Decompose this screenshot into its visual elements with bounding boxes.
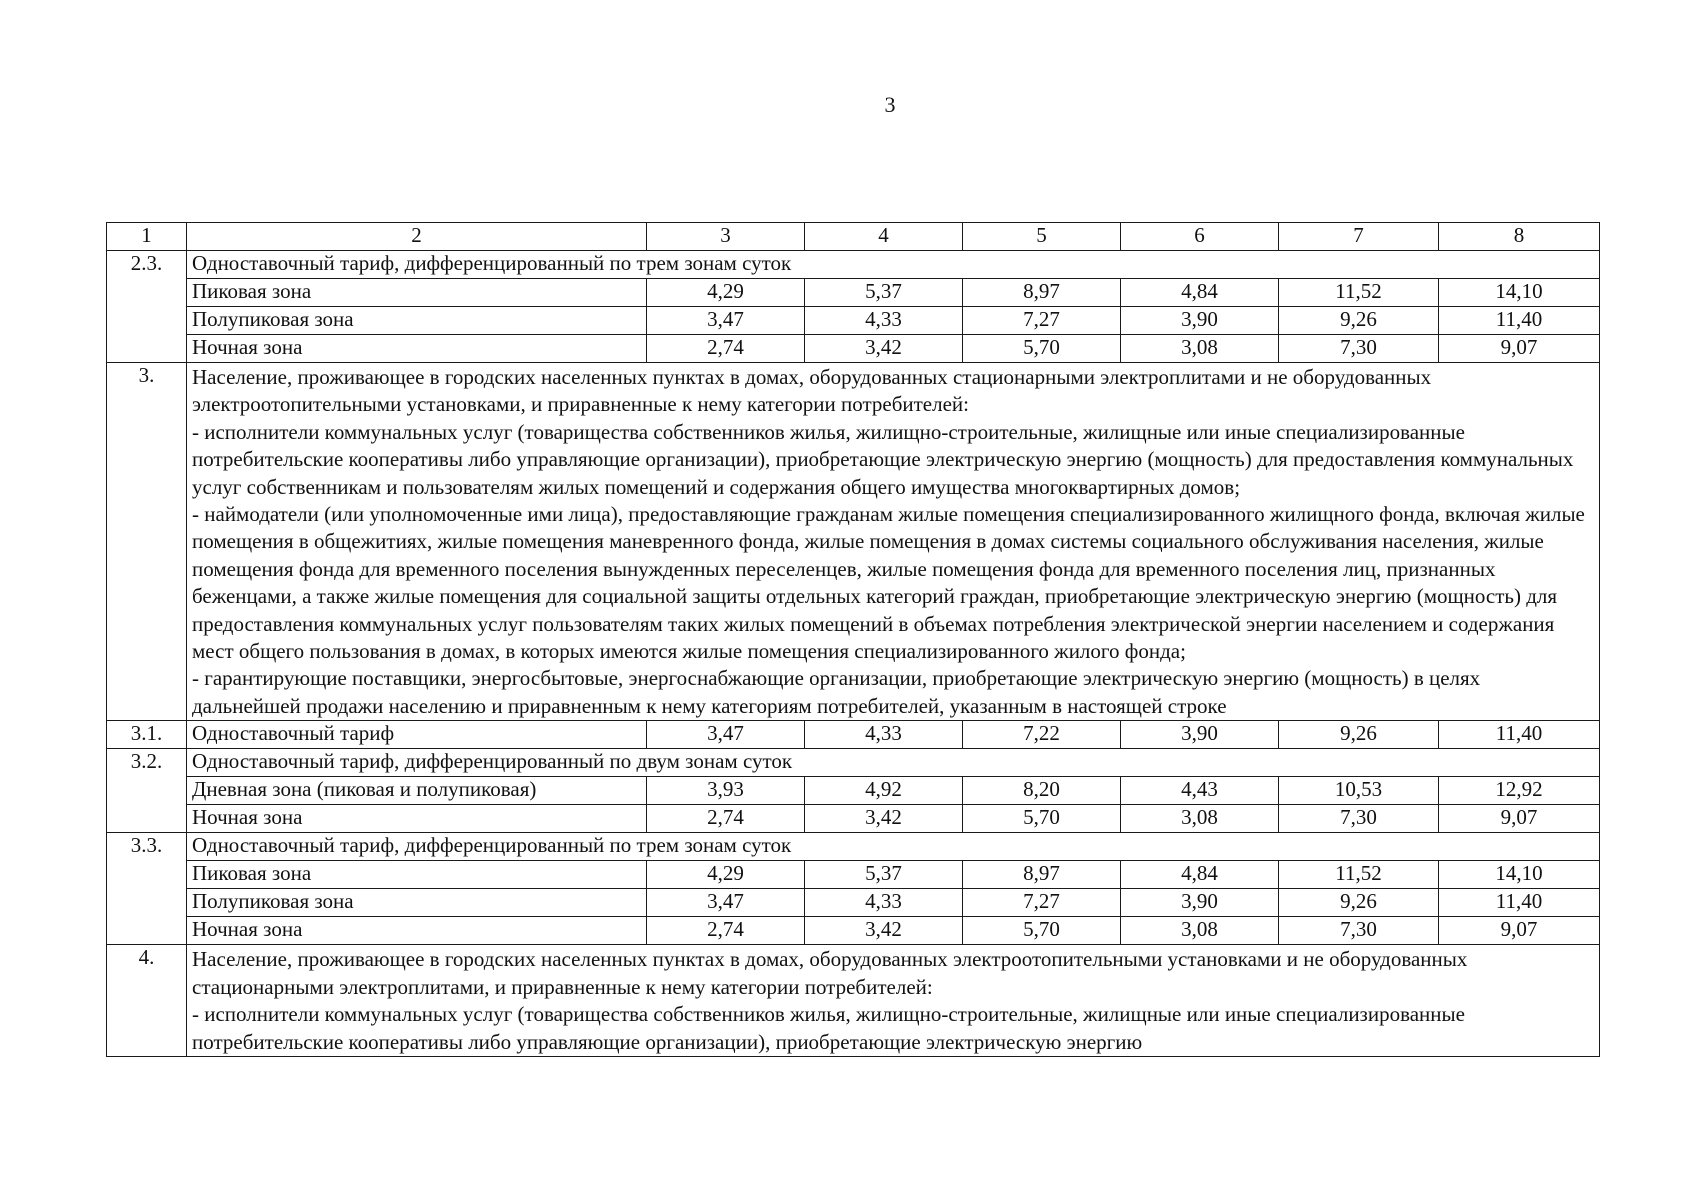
tariff-value: 10,53 bbox=[1279, 777, 1439, 805]
tariff-value: 4,33 bbox=[805, 307, 963, 335]
tariff-row bbox=[107, 917, 1600, 945]
tariff-value: 8,97 bbox=[963, 279, 1121, 307]
tariff-value: 3,90 bbox=[1121, 889, 1279, 917]
column-number-cell: 3 bbox=[647, 223, 805, 251]
tariff-label: Одноставочный тариф bbox=[187, 721, 647, 749]
zone-label: Ночная зона bbox=[187, 805, 647, 833]
category-description-text: Население, проживающее в городских населенных пунктах в домах, оборудованных стационарными электроплитами и не оборудованных электроотопительными установками, и приравненные к нему категории потребителей: - исполнители коммунальных услуг (товарищества собственников жилья, жилищно-строительные, жилищные или иные специализированные потребительские кооперативы либо управляющие организации), приобретающие электрическую энергию (мощность) для предоставления коммунальных услуг собственникам и пользователям жилых помещений и содержания общего имущества многоквартирных домов; - наймодатели (или уполномоченные ими лица), предоставляющие гражданам жилые помещения специализированного жилищного фонда, включая жилые помещения в общежитиях, жилые помещения маневренного фонда, жилые помещения в домах системы социального обслуживания населения, жилые помещения фонда для временного поселения вынужденных переселенцев, жилые помещения фонда для временного поселения лиц, признанных беженцами, а также жилые помещения для социальной защиты отдельных категорий граждан, приобретающие электрическую энергию (мощность) для предоставления коммунальных услуг пользователям таких жилых помещений в объемах потребления электрической энергии населением и содержания мест общего пользования в домах, в которых имеются жилые помещения специализированного жилого фонда; - гарантирующие поставщики, энергосбытовые, энергоснабжающие организации, приобретающие электрическую энергию (мощность) в целях дальнейшей продажи населению и приравненным к нему категориям потребителей, указанным в настоящей строке bbox=[192, 365, 1585, 718]
row-number: 3. bbox=[107, 363, 187, 721]
zone-label: Дневная зона (пиковая и полупиковая) bbox=[187, 777, 647, 805]
tariff-value: 3,42 bbox=[805, 335, 963, 363]
tariff-value: 5,70 bbox=[963, 335, 1121, 363]
tariff-value: 5,70 bbox=[963, 805, 1121, 833]
tariff-value: 5,37 bbox=[805, 279, 963, 307]
tariff-value: 4,29 bbox=[647, 279, 805, 307]
tariff-value: 11,40 bbox=[1439, 307, 1600, 335]
tariff-value: 4,84 bbox=[1121, 861, 1279, 889]
tariff-value: 3,42 bbox=[805, 805, 963, 833]
tariff-value: 5,70 bbox=[963, 917, 1121, 945]
zone-label: Полупиковая зона bbox=[187, 889, 647, 917]
tariff-value: 3,47 bbox=[647, 889, 805, 917]
tariff-value: 12,92 bbox=[1439, 777, 1600, 805]
tariff-row bbox=[107, 805, 1600, 833]
zone-label: Полупиковая зона bbox=[187, 307, 647, 335]
column-number-cell: 1 bbox=[107, 223, 187, 251]
column-number-cell: 5 bbox=[963, 223, 1121, 251]
section-title-row bbox=[107, 749, 1600, 777]
tariff-value: 9,07 bbox=[1439, 335, 1600, 363]
section-title: Одноставочный тариф, дифференцированный по двум зонам суток bbox=[187, 749, 1600, 777]
tariff-value: 5,37 bbox=[805, 861, 963, 889]
section-title: Одноставочный тариф, дифференцированный по трем зонам суток bbox=[187, 833, 1600, 861]
row-number: 2.3. bbox=[107, 251, 187, 363]
tariff-value: 2,74 bbox=[647, 917, 805, 945]
tariff-value: 4,33 bbox=[805, 721, 963, 749]
tariff-table bbox=[106, 222, 1600, 1057]
tariff-row bbox=[107, 335, 1600, 363]
tariff-value: 4,29 bbox=[647, 861, 805, 889]
tariff-value: 11,52 bbox=[1279, 861, 1439, 889]
tariff-value: 3,47 bbox=[647, 307, 805, 335]
tariff-value: 14,10 bbox=[1439, 279, 1600, 307]
tariff-value: 2,74 bbox=[647, 335, 805, 363]
tariff-value: 4,33 bbox=[805, 889, 963, 917]
tariff-value: 7,30 bbox=[1279, 917, 1439, 945]
tariff-value: 11,52 bbox=[1279, 279, 1439, 307]
tariff-row bbox=[107, 721, 1600, 749]
tariff-value: 7,27 bbox=[963, 307, 1121, 335]
tariff-value: 8,97 bbox=[963, 861, 1121, 889]
zone-label: Ночная зона bbox=[187, 917, 647, 945]
tariff-row bbox=[107, 861, 1600, 889]
tariff-value: 9,26 bbox=[1279, 307, 1439, 335]
tariff-value: 3,90 bbox=[1121, 721, 1279, 749]
tariff-value: 7,30 bbox=[1279, 805, 1439, 833]
tariff-value: 3,90 bbox=[1121, 307, 1279, 335]
tariff-row bbox=[107, 889, 1600, 917]
column-number-cell: 8 bbox=[1439, 223, 1600, 251]
tariff-value: 9,07 bbox=[1439, 805, 1600, 833]
category-description-text: Население, проживающее в городских населенных пунктах в домах, оборудованных электроотопительными установками и не оборудованных стационарными электроплитами, и приравненные к нему категории потребителей: - исполнители коммунальных услуг (товарищества собственников жилья, жилищно-строительные, жилищные или иные специализированные потребительские кооперативы либо управляющие организации), приобретающие электрическую энергию bbox=[192, 947, 1468, 1054]
tariff-value: 9,26 bbox=[1279, 889, 1439, 917]
zone-label: Пиковая зона bbox=[187, 861, 647, 889]
tariff-value: 3,08 bbox=[1121, 805, 1279, 833]
tariff-row bbox=[107, 777, 1600, 805]
tariff-value: 11,40 bbox=[1439, 721, 1600, 749]
category-description bbox=[187, 945, 1600, 1057]
column-number-cell: 6 bbox=[1121, 223, 1279, 251]
tariff-value: 3,47 bbox=[647, 721, 805, 749]
row-number: 4. bbox=[107, 945, 187, 1057]
tariff-value: 3,93 bbox=[647, 777, 805, 805]
row-number: 3.2. bbox=[107, 749, 187, 833]
tariff-value: 4,43 bbox=[1121, 777, 1279, 805]
column-number-cell: 2 bbox=[187, 223, 647, 251]
tariff-value: 8,20 bbox=[963, 777, 1121, 805]
tariff-value: 7,30 bbox=[1279, 335, 1439, 363]
section-title-row bbox=[107, 251, 1600, 279]
tariff-value: 2,74 bbox=[647, 805, 805, 833]
tariff-value: 3,08 bbox=[1121, 917, 1279, 945]
column-number-row bbox=[107, 223, 1600, 251]
category-description bbox=[187, 363, 1600, 721]
tariff-value: 14,10 bbox=[1439, 861, 1600, 889]
column-number-cell: 4 bbox=[805, 223, 963, 251]
tariff-value: 3,08 bbox=[1121, 335, 1279, 363]
column-number-cell: 7 bbox=[1279, 223, 1439, 251]
tariff-row bbox=[107, 307, 1600, 335]
tariff-value: 9,26 bbox=[1279, 721, 1439, 749]
tariff-value: 7,22 bbox=[963, 721, 1121, 749]
category-description-row bbox=[107, 945, 1600, 1057]
tariff-value: 3,42 bbox=[805, 917, 963, 945]
section-title: Одноставочный тариф, дифференцированный по трем зонам суток bbox=[187, 251, 1600, 279]
tariff-value: 7,27 bbox=[963, 889, 1121, 917]
tariff-value: 11,40 bbox=[1439, 889, 1600, 917]
tariff-value: 4,84 bbox=[1121, 279, 1279, 307]
page-number: 3 bbox=[884, 92, 896, 117]
row-number: 3.3. bbox=[107, 833, 187, 945]
tariff-value: 4,92 bbox=[805, 777, 963, 805]
tariff-row bbox=[107, 279, 1600, 307]
zone-label: Пиковая зона bbox=[187, 279, 647, 307]
row-number: 3.1. bbox=[107, 721, 187, 749]
zone-label: Ночная зона bbox=[187, 335, 647, 363]
tariff-value: 9,07 bbox=[1439, 917, 1600, 945]
category-description-row bbox=[107, 363, 1600, 721]
section-title-row bbox=[107, 833, 1600, 861]
